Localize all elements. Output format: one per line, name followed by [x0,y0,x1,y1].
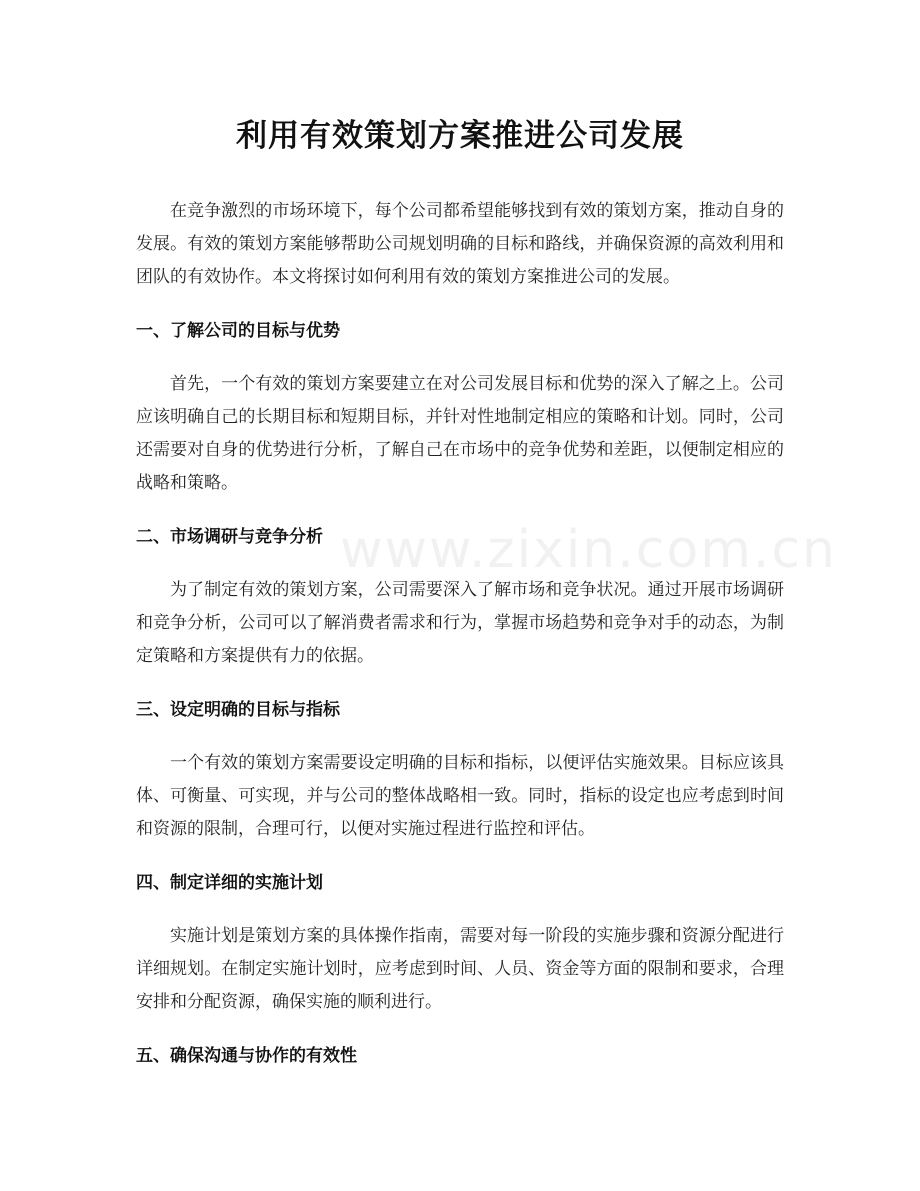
section-heading-5: 五、确保沟通与协作的有效性 [136,1046,357,1066]
section-body-1: 首先，一个有效的策划方案要建立在对公司发展目标和优势的深入了解之上。公司应该明确自己的长期目标和短期目标，并针对性地制定相应的策略和计划。同时，公司还需要对自身的优势进行分析，了解自己在市场中的竞争优势和差距，以便制定相应的战略和策略。 [136,374,784,493]
section-body-3: 一个有效的策划方案需要设定明确的目标和指标，以便评估实施效果。目标应该具体、可衡量、可实现，并与公司的整体战略相一致。同时，指标的设定也应考虑到时间和资源的限制，合理可行，以便对实施过程进行监控和评估。 [136,753,784,839]
section-heading-1: 一、了解公司的目标与优势 [136,321,340,341]
section-heading-2: 二、市场调研与竞争分析 [136,527,323,547]
watermark: www.zixin.com.cn [340,520,837,580]
section-body-2: 为了制定有效的策划方案，公司需要深入了解市场和竞争状况。通过开展市场调研和竞争分析，公司可以了解消费者需求和行为，掌握市场趋势和竞争对手的动态，为制定策略和方案提供有力的依据。 [136,580,784,666]
document-title: 利用有效策划方案推进公司发展 [236,118,684,154]
section-heading-3: 三、设定明确的目标与指标 [136,700,340,720]
section-body-4: 实施计划是策划方案的具体操作指南，需要对每一阶段的实施步骤和资源分配进行详细规划。在制定实施计划时，应考虑到时间、人员、资金等方面的限制和要求，合理安排和分配资源，确保实施的顺利进行。 [136,926,784,1012]
intro-paragraph: 在竞争激烈的市场环境下，每个公司都希望能够找到有效的策划方案，推动自身的发展。有效的策划方案能够帮助公司规划明确的目标和路线，并确保资源的高效利用和团队的有效协作。本文将探讨如何利用有效的策划方案推进公司的发展。 [136,201,784,287]
section-heading-4: 四、制定详细的实施计划 [136,873,323,893]
